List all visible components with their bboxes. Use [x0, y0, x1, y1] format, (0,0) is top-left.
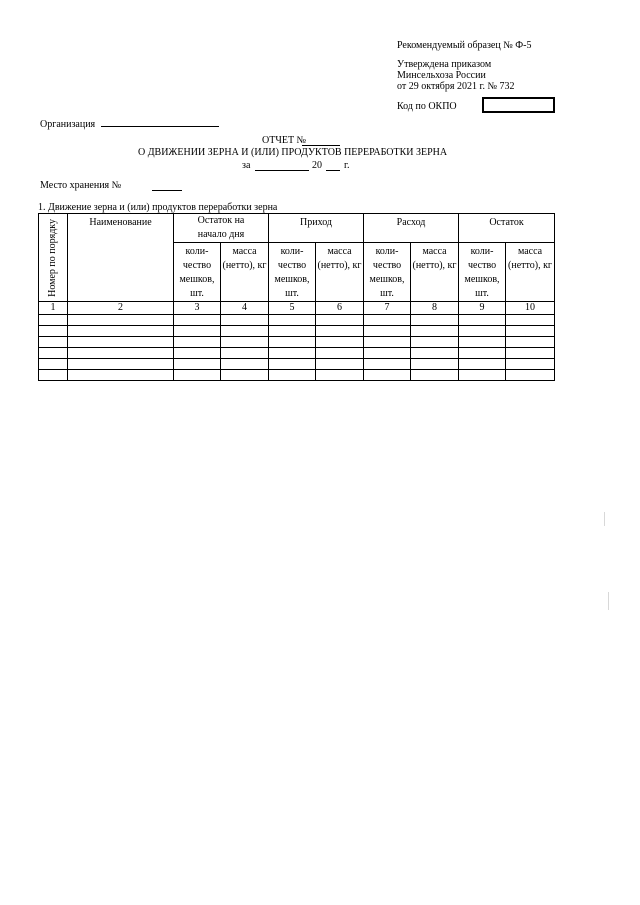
table-cell[interactable]: [68, 359, 174, 370]
table-cell[interactable]: [364, 326, 411, 337]
table-cell[interactable]: [39, 359, 68, 370]
table-cell[interactable]: [68, 315, 174, 326]
table-row: [39, 348, 555, 359]
movement-table: [38, 213, 555, 381]
table-cell[interactable]: [459, 370, 506, 381]
column-number-row: [39, 302, 555, 315]
column-number: 4: [221, 302, 269, 315]
report-title: О ДВИЖЕНИИ ЗЕРНА И (ИЛИ) ПРОДУКТОВ ПЕРЕРАБОТКИ ЗЕРНА: [138, 147, 448, 158]
scan-artifact: [608, 592, 609, 610]
table-cell[interactable]: [411, 348, 459, 359]
table-cell[interactable]: [68, 337, 174, 348]
table-cell[interactable]: [269, 370, 316, 381]
approved-line-1: Утверждена приказом: [397, 59, 492, 70]
column-number: 1: [39, 302, 68, 315]
table-row: [39, 359, 555, 370]
table-cell[interactable]: [39, 370, 68, 381]
table-cell[interactable]: [269, 337, 316, 348]
table-row: [39, 337, 555, 348]
table-cell[interactable]: [459, 359, 506, 370]
period-date-field[interactable]: [255, 160, 309, 171]
table-cell[interactable]: [411, 315, 459, 326]
table-cell[interactable]: [174, 326, 221, 337]
period-year-field[interactable]: [326, 160, 340, 171]
table-cell[interactable]: [269, 315, 316, 326]
table-cell[interactable]: [316, 359, 364, 370]
table-cell[interactable]: [39, 348, 68, 359]
sample-label: Рекомендуемый образец № Ф-5: [397, 40, 532, 51]
table-cell[interactable]: [459, 348, 506, 359]
table-cell[interactable]: [411, 326, 459, 337]
table-cell[interactable]: [174, 337, 221, 348]
table-row: [39, 315, 555, 326]
storage-field[interactable]: [152, 180, 182, 191]
table-cell[interactable]: [364, 348, 411, 359]
sub-header-qty: коли-чество мешков, шт.: [174, 243, 221, 302]
column-number: 10: [506, 302, 555, 315]
table-row: [39, 370, 555, 381]
column-number: 9: [459, 302, 506, 315]
table-cell[interactable]: [459, 315, 506, 326]
sub-header-qty: коли-чество мешков, шт.: [269, 243, 316, 302]
table-cell[interactable]: [221, 315, 269, 326]
scan-artifact: [604, 512, 605, 526]
column-number: 8: [411, 302, 459, 315]
table-cell[interactable]: [269, 359, 316, 370]
table-cell[interactable]: [506, 370, 555, 381]
column-number: 2: [68, 302, 174, 315]
table-cell[interactable]: [411, 370, 459, 381]
table-cell[interactable]: [39, 337, 68, 348]
table-cell[interactable]: [411, 337, 459, 348]
table-cell[interactable]: [174, 315, 221, 326]
col-header-name: Наименование: [68, 214, 174, 302]
table-cell[interactable]: [221, 326, 269, 337]
sub-header-mass: масса (нетто), кг: [316, 243, 364, 302]
table-cell[interactable]: [221, 337, 269, 348]
table-cell[interactable]: [174, 359, 221, 370]
sub-header-mass: масса (нетто), кг: [506, 243, 555, 302]
okpo-field[interactable]: [482, 97, 555, 113]
table-cell[interactable]: [221, 359, 269, 370]
table-row: [39, 326, 555, 337]
table-cell[interactable]: [39, 326, 68, 337]
table-cell[interactable]: [411, 359, 459, 370]
table-cell[interactable]: [506, 315, 555, 326]
section-title: 1. Движение зерна и (или) продуктов переработки зерна: [38, 202, 278, 213]
table-cell[interactable]: [506, 337, 555, 348]
table-cell[interactable]: [174, 370, 221, 381]
table-cell[interactable]: [506, 326, 555, 337]
table-cell[interactable]: [174, 348, 221, 359]
column-number: 3: [174, 302, 221, 315]
column-number: 6: [316, 302, 364, 315]
table-header-row-groups: [39, 214, 555, 243]
organization-label: Организация: [40, 119, 96, 130]
table-cell[interactable]: [316, 326, 364, 337]
report-title-number-label: ОТЧЕТ №: [262, 135, 307, 146]
organization-field[interactable]: [101, 116, 219, 127]
sub-header-qty: коли-чество мешков, шт.: [364, 243, 411, 302]
table-cell[interactable]: [316, 348, 364, 359]
table-cell[interactable]: [68, 326, 174, 337]
table-cell[interactable]: [221, 370, 269, 381]
period-suffix: г.: [344, 160, 350, 171]
table-cell[interactable]: [459, 337, 506, 348]
table-cell[interactable]: [68, 348, 174, 359]
table-cell[interactable]: [68, 370, 174, 381]
col-header-number: Номер по порядку: [39, 214, 68, 302]
group-header-income: Приход: [269, 214, 364, 243]
table-cell[interactable]: [364, 370, 411, 381]
table-cell[interactable]: [269, 326, 316, 337]
report-number-field[interactable]: [302, 135, 340, 146]
table-cell[interactable]: [364, 315, 411, 326]
table-cell[interactable]: [506, 359, 555, 370]
table-cell[interactable]: [364, 359, 411, 370]
approved-line-2: Минсельхоза России: [397, 70, 486, 81]
period-year-label: 20: [312, 160, 322, 171]
table-cell[interactable]: [221, 348, 269, 359]
table-cell[interactable]: [39, 315, 68, 326]
group-header-expense: Расход: [364, 214, 459, 243]
group-header-balance: Остаток: [459, 214, 555, 243]
sub-header-qty: коли-чество мешков, шт.: [459, 243, 506, 302]
group-header-opening: Остаток на начало дня: [174, 214, 269, 243]
sub-header-mass: масса (нетто), кг: [221, 243, 269, 302]
storage-label: Место хранения №: [40, 180, 122, 191]
column-number: 5: [269, 302, 316, 315]
table-cell[interactable]: [316, 370, 364, 381]
column-number: 7: [364, 302, 411, 315]
table-cell[interactable]: [506, 348, 555, 359]
period-prefix: за: [242, 160, 251, 171]
table-cell[interactable]: [364, 337, 411, 348]
approved-line-3: от 29 октября 2021 г. № 732: [397, 81, 515, 92]
sub-header-mass: масса (нетто), кг: [411, 243, 459, 302]
table-cell[interactable]: [316, 337, 364, 348]
table-cell[interactable]: [269, 348, 316, 359]
okpo-label: Код по ОКПО: [397, 101, 457, 112]
table-cell[interactable]: [459, 326, 506, 337]
table-cell[interactable]: [316, 315, 364, 326]
